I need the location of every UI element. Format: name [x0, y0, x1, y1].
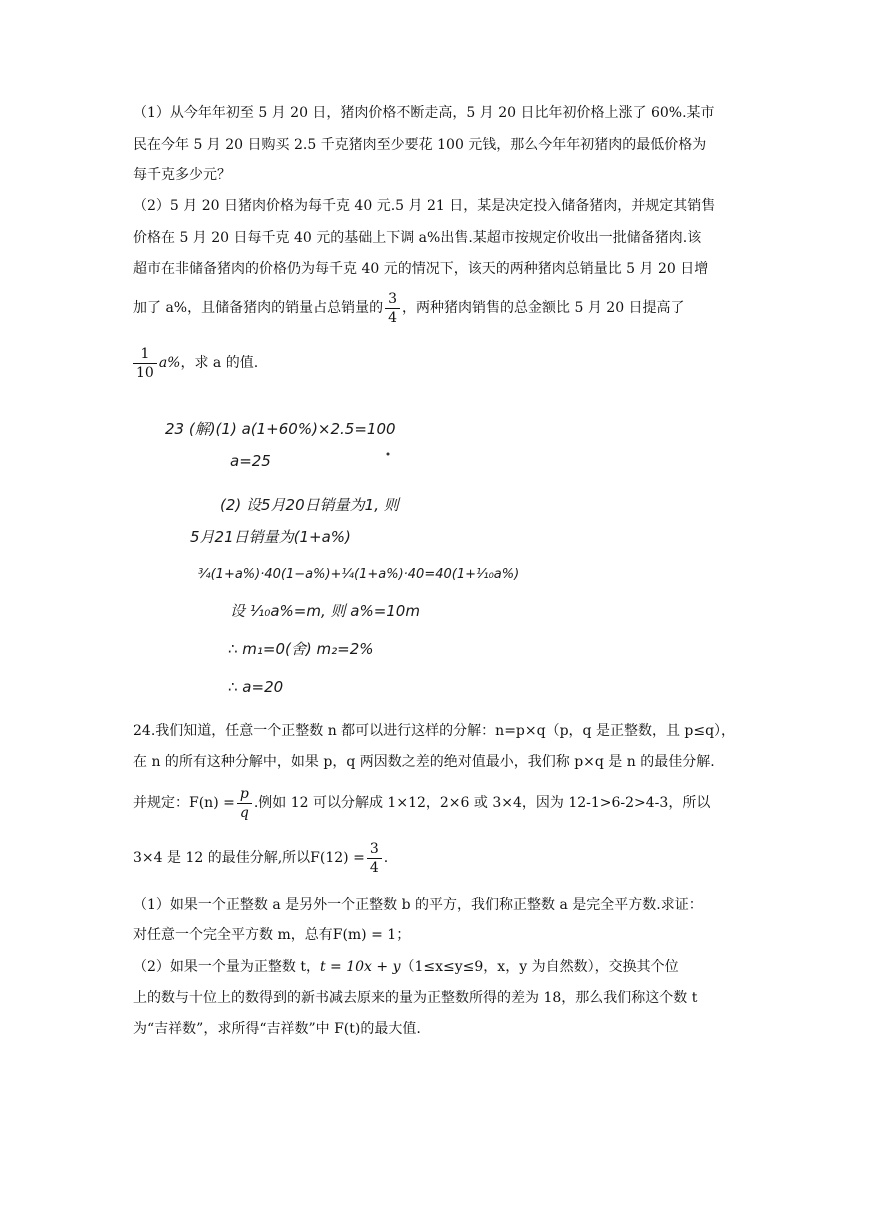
- p23-part1-line1: （1）从今年年初至 5 月 20 日，猪肉价格不断走高，5 月 20 日比年初价格上涨了 60%.某市: [133, 105, 715, 121]
- p24-q2-line1-a: （2）如果一个量为正整数 t，: [133, 959, 320, 975]
- ink-dot: [387, 453, 390, 456]
- hand-line-8: ∴ a=20: [228, 678, 284, 696]
- p24-q2-line3: 为“吉祥数”，求所得“吉祥数”中 F(t)的最大值.: [133, 1021, 421, 1037]
- p24-line4-a: 3×4 是 12 的最佳分解,所以: [133, 850, 311, 866]
- fraction-numerator: 1: [133, 345, 157, 364]
- p24-q2-line1-b: （1≤x≤y≤9，x，y 为自然数），交换其个位: [400, 959, 679, 975]
- p23-part2-line5-b: ，求 a 的值.: [180, 355, 259, 371]
- p23-part2-line4: [133, 288, 685, 328]
- p24-line3-b: .例如 12 可以分解成 1×12，2×6 或 3×4，因为 12-1>6-2>4-3，所以: [253, 795, 711, 811]
- fraction-numerator: 3: [385, 290, 400, 309]
- fraction-one-tenth: [133, 345, 157, 382]
- p24-f12: F(12) =: [310, 850, 365, 866]
- p23-a-percent: a%: [158, 355, 181, 371]
- fraction-three-quarters: [385, 290, 400, 327]
- fraction-denominator: 10: [136, 364, 154, 381]
- handwritten-solution-image: [160, 402, 570, 702]
- p24-line4: [133, 838, 388, 878]
- p24-t-eq: t = 10x + y: [319, 959, 401, 975]
- fraction-p-over-q: [237, 785, 252, 822]
- p23-part2-line4-a: 加了 a%，且储备猪肉的销量占总销量的: [133, 300, 384, 316]
- p23-part1-line2: 民在今年 5 月 20 日购买 2.5 千克猪肉至少要花 100 元钱，那么今年年初猪肉的最低价格为: [133, 137, 707, 153]
- p24-fm-eq: F(m) = 1: [332, 927, 397, 943]
- p24-q1-line2-a: 对任意一个完全平方数 m，总有: [133, 927, 333, 943]
- p23-part1-line3: 每千克多少元？: [133, 167, 231, 183]
- p24-line1: 24.我们知道，任意一个正整数 n 都可以进行这样的分解：n=p×q（p，q 是正整数，且 p≤q），: [133, 723, 736, 739]
- p23-part2-line4-b: ，两种猪肉销售的总金额比 5 月 20 日提高了: [402, 300, 685, 316]
- hand-line-7: ∴ m₁=0(舍) m₂=2%: [228, 640, 374, 658]
- p24-q1-line1: （1）如果一个正整数 a 是另外一个正整数 b 的平方，我们称正整数 a 是完全平方数.求证：: [133, 897, 703, 913]
- hand-line-3: (2) 设5月20日销量为1, 则: [220, 496, 399, 514]
- p23-part2-line2: 价格在 5 月 20 日每千克 40 元的基础上下调 a%出售.某超市按规定价收出一批储备猪肉.该: [133, 230, 702, 246]
- p24-q1-line2: [133, 925, 410, 945]
- fraction-numerator: p: [237, 785, 252, 804]
- p24-q1-line2-b: ；: [396, 927, 411, 943]
- fraction-denominator: 4: [388, 309, 398, 326]
- fraction-denominator: 4: [369, 859, 379, 876]
- fraction-denominator: q: [239, 804, 249, 821]
- p24-fn-def: F(n) =: [189, 795, 235, 811]
- p23-part2-line3: 超市在非储备猪肉的价格仍为每千克 40 元的情况下，该天的两种猪肉总销量比 5 月 20 日增: [133, 261, 709, 277]
- p23-part2-line5: [131, 343, 258, 383]
- fraction-three-quarters-2: [367, 840, 382, 877]
- p24-q2-line2: 上的数与十位上的数得到的新书减去原来的量为正整数所得的差为 18，那么我们称这个数 t: [133, 990, 698, 1006]
- p24-line3: [133, 783, 710, 823]
- hand-line-2: a=25: [230, 452, 271, 470]
- hand-line-4: 5月21日销量为(1+a%): [190, 528, 351, 546]
- hand-line-1: 23 (解)(1) a(1+60%)×2.5=100: [165, 420, 396, 438]
- p24-q2-line1: [133, 957, 679, 977]
- hand-line-6: 设 ⅒a%=m, 则 a%=10m: [230, 602, 420, 620]
- p24-line3-a: 并规定：: [133, 795, 189, 811]
- fraction-numerator: 3: [367, 840, 382, 859]
- p24-line2: 在 n 的所有这种分解中，如果 p，q 两因数之差的绝对值最小，我们称 p×q 是 n 的最佳分解.: [133, 754, 715, 770]
- p23-part2-line1: （2）5 月 20 日猪肉价格为每千克 40 元.5 月 21 日，某是决定投入储备猪肉，并规定其销售: [133, 198, 716, 214]
- hand-line-5: ¾(1+a%)·40(1−a%)+¼(1+a%)·40=40(1+⅒a%): [198, 567, 520, 582]
- p24-line4-b: .: [383, 850, 389, 866]
